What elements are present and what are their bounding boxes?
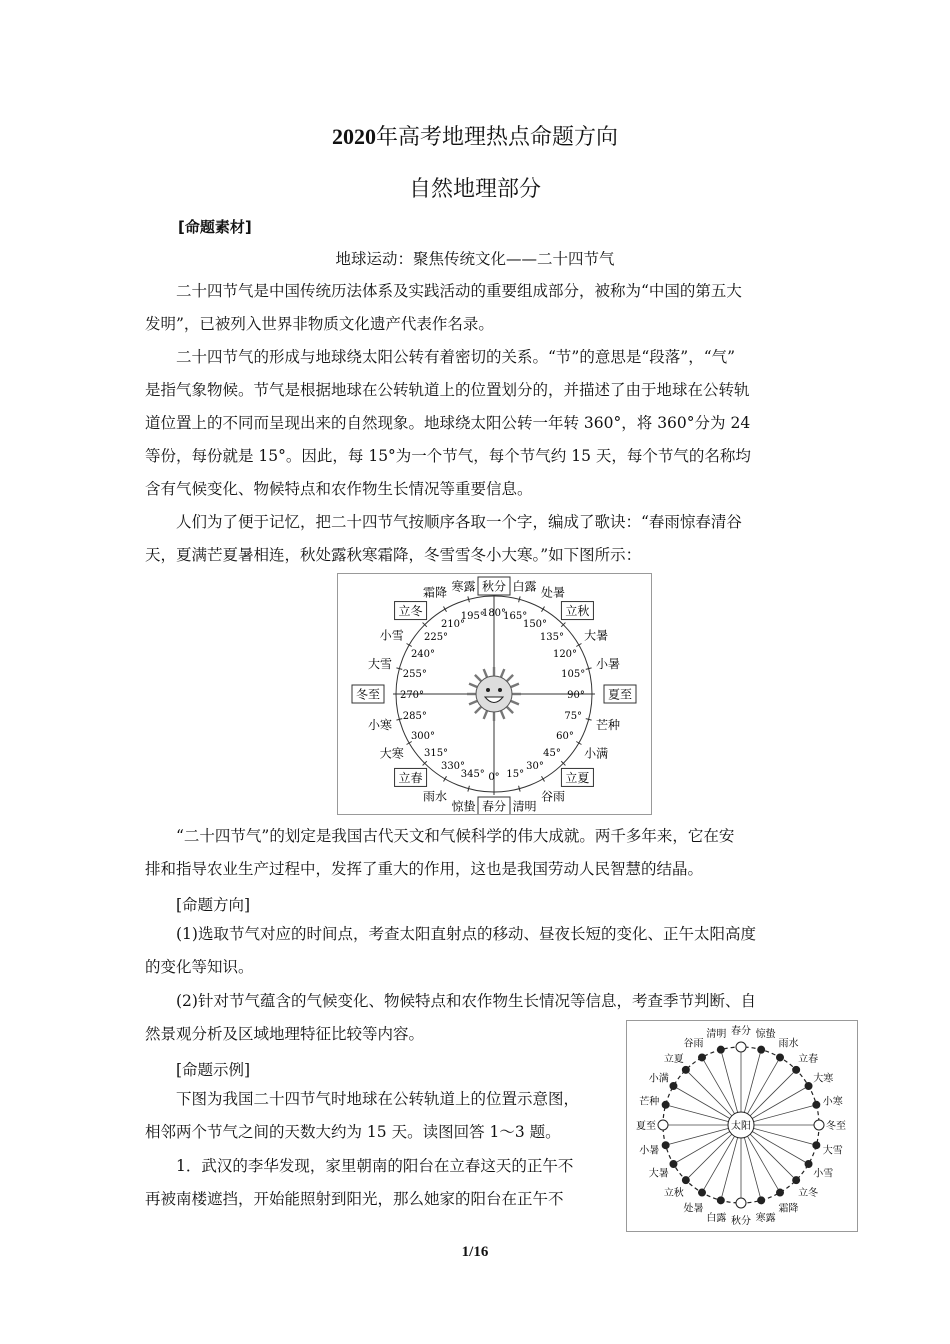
term-label: 冬至	[355, 687, 381, 702]
degree-label: 105°	[561, 668, 586, 680]
orbit-position-figure	[626, 1020, 858, 1232]
term-label: 小寒	[822, 1096, 843, 1108]
position-spoke	[722, 1137, 738, 1197]
term-label: 大雪	[822, 1145, 843, 1157]
term-label: 谷雨	[540, 789, 566, 804]
sun-eye	[498, 688, 502, 692]
term-label: 谷雨	[683, 1038, 704, 1050]
earth-position	[682, 1066, 689, 1073]
degree-label: 90°	[567, 690, 585, 701]
position-spoke	[749, 1133, 793, 1177]
degree-label: 240°	[410, 649, 436, 660]
term-label: 立夏	[565, 770, 590, 785]
term-label: 处暑	[540, 585, 566, 600]
position-spoke	[670, 1106, 730, 1122]
earth-position	[736, 1198, 746, 1208]
degree-label: 300°	[410, 731, 436, 742]
term-label: 清明	[512, 799, 537, 814]
degree-label: 30°	[526, 761, 544, 773]
term-label: 小寒	[368, 718, 393, 733]
example-label: [命题示例]	[176, 1061, 251, 1079]
sun-ray	[475, 675, 481, 681]
position-spoke	[689, 1133, 733, 1177]
term-label: 大寒	[813, 1073, 834, 1085]
paragraph-1: 二十四节气是中国传统历法体系及实践活动的重要组成部分，被称为“中国的第五大 发明”，已被列入世界非物质文化遗产代表作名录。	[145, 282, 742, 333]
sun-ray	[501, 669, 504, 677]
earth-position	[793, 1177, 800, 1184]
position-spoke	[744, 1137, 760, 1197]
earth-position	[777, 1054, 784, 1061]
term-label: 惊蛰	[451, 799, 476, 814]
earth-position	[670, 1161, 677, 1168]
degree-label: 165°	[503, 610, 528, 622]
position-spoke	[689, 1073, 733, 1117]
earth-position	[658, 1120, 668, 1130]
degree-label: 285°	[402, 711, 427, 723]
term-label: 清明	[706, 1029, 727, 1041]
term-label: 立夏	[663, 1053, 684, 1065]
degree-label: 345°	[460, 769, 485, 781]
term-label: 白露	[512, 579, 537, 594]
sun-face	[476, 676, 512, 712]
degree-label: 225°	[423, 632, 449, 644]
degree-label: 270°	[399, 690, 425, 701]
topic-line: 地球运动：聚焦传统文化——二十四节气	[335, 250, 615, 268]
earth-position	[814, 1120, 824, 1130]
sun-ray	[475, 707, 481, 713]
earth-position	[813, 1101, 820, 1108]
direction-2: (2)针对节气蕴含的气候变化、物候特点和农作物生长情况等信息，考查季节判断、自 然景观分析及区域地理特征比较等内容。	[145, 992, 756, 1043]
degree-label: 135°	[539, 632, 565, 644]
term-label: 雨水	[778, 1038, 799, 1050]
term-label: 秋分	[731, 1216, 751, 1227]
term-tick	[444, 607, 447, 612]
term-tick	[576, 644, 581, 647]
page-subtitle: 自然地理部分	[408, 177, 541, 202]
degree-label: 75°	[564, 711, 583, 723]
position-spoke	[749, 1073, 793, 1117]
term-tick	[444, 776, 447, 781]
question-1: 1．武汉的李华发现，家里朝南的阳台在立春这天的正午不 再被南楼遮挡，开始能照射到阳光，那么她家的阳台在正午不	[145, 1157, 574, 1208]
degree-label: 330°	[440, 761, 466, 773]
sun-ray	[484, 669, 487, 677]
paragraph-2: 二十四节气的形成与地球绕太阳公转有着密切的关系。“节”的意思是“段落”，“气” 是指气象物候。节气是根据地球在公转轨道上的位置划分的，并描述了由于地球在公转轨 道位置上的不同而呈现出来的自然现象。地球绕太阳公转一年转 360°，将 360°分为 24 等份，每份就是 15°。因此，每 15°为一个节气，每个节气约 15 天，每个节气的名称均 含有气候变化、物候特点和农作物生长情况等重要信息。	[145, 348, 751, 498]
term-label: 小雪	[813, 1168, 834, 1180]
term-label: 小暑	[639, 1145, 660, 1157]
direction-label: [命题方向]	[176, 896, 251, 914]
degree-label: 180°	[481, 608, 507, 619]
solar-terms-wheel	[338, 574, 651, 814]
term-label: 寒露	[755, 1212, 776, 1224]
term-label: 小满	[648, 1073, 669, 1085]
sun-ray	[511, 701, 519, 704]
term-label: 立冬	[398, 604, 423, 619]
term-label: 白露	[706, 1212, 727, 1224]
direction-1: (1)选取节气对应的时间点，考查太阳直射点的移动、昼夜长短的变化、正午太阳高度 的变化等知识。	[145, 925, 756, 976]
position-spoke	[753, 1106, 813, 1122]
term-tick	[542, 776, 545, 781]
paragraph-4: “二十四节气”的划定是我国古代天文和气候科学的伟大成就。两千多年来，它在安 排和指导农业生产过程中，发挥了重大的作用，这也是我国劳动人民智慧的结晶。	[145, 827, 735, 878]
page-title: 2020年高考地理热点命题方向	[331, 124, 618, 150]
degree-label: 255°	[402, 668, 427, 680]
earth-position	[662, 1142, 669, 1149]
degree-label: 60°	[556, 731, 574, 742]
earth-position	[805, 1083, 812, 1090]
sun-eye	[486, 688, 490, 692]
earth-position	[758, 1046, 765, 1053]
sun-ray	[501, 711, 504, 719]
earth-position	[736, 1042, 746, 1052]
earth-position	[777, 1189, 784, 1196]
term-label: 惊蛰	[755, 1029, 776, 1041]
sun-icon	[467, 667, 521, 721]
earth-position	[813, 1142, 820, 1149]
term-label: 春分	[481, 799, 507, 814]
sun-ray	[469, 701, 477, 704]
term-label: 大暑	[584, 628, 609, 643]
term-label: 立秋	[663, 1188, 684, 1200]
sun-ray	[507, 675, 513, 681]
earth-position	[662, 1101, 669, 1108]
term-label: 大雪	[368, 656, 393, 671]
term-label: 立冬	[798, 1188, 819, 1200]
position-spoke	[744, 1054, 760, 1114]
term-label: 大暑	[648, 1168, 669, 1180]
sun-label: 太阳	[731, 1121, 751, 1132]
term-label: 立春	[398, 770, 423, 785]
earth-position	[758, 1197, 765, 1204]
earth-position	[699, 1054, 706, 1061]
earth-position	[717, 1197, 724, 1204]
term-label: 大寒	[379, 746, 404, 761]
example-paragraph: 下图为我国二十四节气时地球在公转轨道上的位置示意图， 相邻两个节气之间的天数大约为 15 天。读图回答 1～3 题。	[145, 1090, 580, 1141]
earth-position	[699, 1189, 706, 1196]
term-label: 立春	[798, 1053, 819, 1065]
term-label: 冬至	[826, 1121, 846, 1132]
term-label: 夏至	[607, 687, 633, 702]
term-label: 小雪	[379, 628, 404, 643]
position-spoke	[722, 1054, 738, 1114]
paragraph-3: 人们为了便于记忆，把二十四节气按顺序各取一个字，编成了歌诀：“春雨惊春清谷 天，夏满芒夏暑相连，秋处露秋寒霜降，冬雪雪冬小大寒。”如下图所示：	[145, 513, 742, 564]
sun-ray	[511, 684, 519, 687]
degree-label: 0°	[488, 772, 500, 783]
sun-ray	[469, 684, 477, 687]
degree-label: 210°	[440, 618, 466, 630]
solar-terms-wheel-figure	[337, 573, 652, 815]
term-label: 秋分	[481, 579, 507, 594]
degree-label: 15°	[506, 769, 525, 781]
term-label: 寒露	[451, 579, 476, 594]
earth-position	[717, 1046, 724, 1053]
term-label: 芒种	[639, 1096, 660, 1108]
term-label: 夏至	[636, 1121, 656, 1132]
term-label: 雨水	[422, 789, 448, 804]
earth-position	[805, 1161, 812, 1168]
orbit-diagram	[627, 1021, 857, 1231]
degree-label: 45°	[543, 747, 561, 759]
position-spoke	[753, 1128, 813, 1144]
section-label: [命题素材]	[178, 218, 252, 236]
term-label: 春分	[731, 1026, 751, 1037]
page-number: 1/16	[461, 1244, 489, 1260]
position-spoke	[670, 1128, 730, 1144]
term-label: 霜降	[422, 585, 448, 600]
earth-position	[793, 1066, 800, 1073]
degree-label: 120°	[552, 649, 578, 660]
term-tick	[542, 607, 545, 612]
term-label: 处暑	[683, 1203, 704, 1215]
degree-label: 315°	[423, 747, 449, 759]
term-label: 立秋	[565, 604, 590, 619]
term-label: 小暑	[595, 656, 620, 671]
term-label: 小满	[584, 746, 609, 761]
sun-ray	[484, 711, 487, 719]
term-label: 芒种	[595, 718, 620, 733]
term-tick	[576, 742, 581, 745]
term-tick	[407, 644, 412, 647]
term-label: 霜降	[778, 1203, 799, 1215]
degree-label: 150°	[522, 618, 548, 630]
earth-position	[670, 1083, 677, 1090]
sun-ray	[507, 707, 513, 713]
earth-position	[682, 1177, 689, 1184]
degree-label: 195°	[460, 610, 485, 622]
